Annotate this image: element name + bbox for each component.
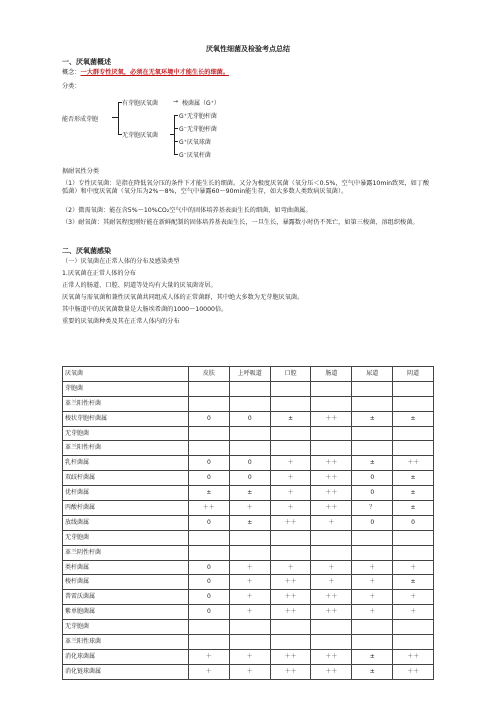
value-cell: ＋＋ (270, 575, 311, 590)
table-row (63, 396, 434, 411)
value-cell (352, 635, 393, 650)
header-cell: 尿道 (352, 367, 393, 382)
value-cell (270, 441, 311, 456)
value-cell: ± (270, 411, 311, 426)
value-cell: ± (393, 575, 434, 590)
value-cell: ± (393, 501, 434, 516)
row-label-cell: 芽胞菌 (63, 381, 189, 396)
tolerance-title: 据耐氧性分类 (62, 168, 100, 175)
value-cell (393, 620, 434, 635)
value-cell: ＋＋ (270, 605, 311, 620)
row-label-cell: 革兰阴性杆菌 (63, 545, 189, 560)
value-cell: ＋＋ (393, 664, 434, 679)
value-cell: ＋＋ (270, 590, 311, 605)
table-row (63, 590, 434, 605)
value-cell: ＋＋ (311, 486, 352, 501)
value-cell: ＋ (229, 649, 270, 664)
value-cell (393, 545, 434, 560)
paragraph-obligate: （1）专性厌氧菌：是指在降低氧分压的条件下才能生长的细菌。又分为极度厌氧菌（氧分压＜0.5%，空气中暴露10min致死，如丁酸弧菌）和中度厌氧菌（氧分压为2%～8%，空气中暴露60～90min能生存，如大多数人类致病厌氧菌）。 (62, 180, 430, 195)
table-row (63, 381, 434, 396)
table-row (63, 605, 434, 620)
value-cell: ＋＋ (311, 664, 352, 679)
value-cell (311, 381, 352, 396)
value-cell (352, 545, 393, 560)
value-cell (311, 530, 352, 545)
table-row (63, 426, 434, 441)
table-row (63, 620, 434, 635)
value-cell: ＋ (270, 456, 311, 471)
value-cell: ＋ (229, 575, 270, 590)
value-cell (189, 381, 230, 396)
value-cell: ＋ (311, 575, 352, 590)
value-cell: ＋ (229, 501, 270, 516)
value-cell (311, 620, 352, 635)
row-label-cell: 革兰阳性杆菌 (63, 396, 189, 411)
value-cell (352, 396, 393, 411)
value-cell: 0 (352, 486, 393, 501)
table-row (63, 515, 434, 530)
classification-diagram (62, 96, 322, 162)
subheading-normal: 1.厌氧菌在正常人体的分布 (62, 270, 136, 277)
value-cell: ＋ (229, 664, 270, 679)
value-cell (311, 635, 352, 650)
table-row (63, 471, 434, 486)
value-cell (189, 635, 230, 650)
row-label-cell: 放线菌属 (63, 515, 189, 530)
value-cell: ± (352, 411, 393, 426)
header-cell: 皮肤 (189, 367, 230, 382)
value-cell: 0 (189, 560, 230, 575)
row-label-cell: 梭杆菌属 (63, 575, 189, 590)
value-cell: 0 (189, 575, 230, 590)
value-cell: 0 (189, 590, 230, 605)
diagram-spore-node: 有芽胞厌氧菌 (122, 100, 159, 107)
table-row (63, 560, 434, 575)
value-cell (229, 396, 270, 411)
value-cell: ± (229, 486, 270, 501)
concept-label: 概念： (62, 69, 81, 76)
value-cell (311, 545, 352, 560)
value-cell: ＋＋ (311, 590, 352, 605)
value-cell: ＋ (393, 560, 434, 575)
value-cell: ＋＋ (270, 664, 311, 679)
row-label-cell: 紫单胞菌属 (63, 605, 189, 620)
value-cell: ＋ (270, 501, 311, 516)
value-cell: 0 (393, 515, 434, 530)
concept-line (62, 69, 434, 77)
value-cell: ＋ (229, 560, 270, 575)
row-label-cell: 优杆菌属 (63, 486, 189, 501)
value-cell (393, 396, 434, 411)
table-row (63, 501, 434, 516)
value-cell: ＋ (393, 590, 434, 605)
value-cell: ＋＋ (311, 605, 352, 620)
text-line: 其中肠道中的厌氧菌数量是大肠埃希菌的1000～10000倍。 (62, 306, 228, 313)
value-cell: ± (393, 411, 434, 426)
value-cell (229, 426, 270, 441)
value-cell: ＋ (352, 560, 393, 575)
row-label-cell: 消化球菌属 (63, 649, 189, 664)
value-cell (352, 530, 393, 545)
paragraph-microaerophilic: （2）微需氧菌：能在含5%～10%CO₂空气中的固体培养基表面生长的细菌，如弯曲菌属。 (62, 207, 312, 214)
value-cell (311, 426, 352, 441)
table-row (63, 649, 434, 664)
header-cell: 口腔 (270, 367, 311, 382)
text-line: 厌氧菌与需氧菌和兼性厌氧菌共同组成人体的正常菌群，其中绝大多数为无芽胞厌氧菌。 (62, 294, 304, 301)
value-cell: ＋＋ (311, 411, 352, 426)
value-cell (352, 620, 393, 635)
diagram-leaf: G⁻厌氧杆菌 (179, 152, 211, 159)
row-label-cell: 丙酸杆菌属 (63, 501, 189, 516)
row-label-cell: 双歧杆菌属 (63, 471, 189, 486)
value-cell: 0 (189, 411, 230, 426)
classify-label: 分类： (62, 83, 81, 90)
value-cell: 0 (352, 515, 393, 530)
arrow-icon: → (173, 98, 179, 105)
section-heading-infection: 二、厌氧菌感染 (62, 247, 111, 255)
row-label-cell: 无芽胞菌 (63, 620, 189, 635)
page-title: 厌氧性细菌及检验考点总结 (206, 45, 290, 53)
value-cell: 0 (189, 605, 230, 620)
diagram-leaf: G⁺厌氧球菌 (179, 139, 211, 146)
value-cell (229, 545, 270, 560)
value-cell: ＋ (189, 664, 230, 679)
value-cell (229, 381, 270, 396)
value-cell (189, 426, 230, 441)
value-cell: ＋＋ (311, 456, 352, 471)
value-cell (229, 530, 270, 545)
header-cell: 肠道 (311, 367, 352, 382)
diagram-nospore-node: 无芽胞厌氧菌 (122, 132, 159, 139)
value-cell (229, 441, 270, 456)
text-line: 正常人的肠道、口腔、阴道等处均有大量的厌氧菌寄居。 (62, 282, 217, 289)
value-cell: ＋ (311, 515, 352, 530)
value-cell: ＋＋ (270, 515, 311, 530)
value-cell: ＋ (270, 486, 311, 501)
value-cell (270, 381, 311, 396)
row-label-cell: 无芽胞菌 (63, 530, 189, 545)
value-cell: ± (352, 456, 393, 471)
table-row (63, 530, 434, 545)
paragraph-aerotolerant: （3）耐氧菌：其耐氧程度刚好能在新鲜配制的固体培养基表面生长，一旦生长，暴露数小时仍不死亡，如第三梭菌、溶组织梭菌。 (62, 219, 419, 226)
value-cell: 0 (229, 471, 270, 486)
value-cell: ＋＋ (311, 471, 352, 486)
table-row (63, 635, 434, 650)
value-cell: ± (352, 649, 393, 664)
table-row (63, 456, 434, 471)
value-cell (352, 426, 393, 441)
concept-definition: 一大群专性厌氧，必须在无氧环境中才能生长的细菌。 (80, 69, 230, 76)
table-row (63, 441, 434, 456)
value-cell: 0 (229, 411, 270, 426)
value-cell: ＋ (352, 575, 393, 590)
table-header-row (63, 367, 434, 382)
value-cell (270, 426, 311, 441)
value-cell: ± (393, 471, 434, 486)
value-cell (393, 426, 434, 441)
value-cell (352, 441, 393, 456)
value-cell (393, 635, 434, 650)
table-row (63, 486, 434, 501)
row-label-cell: 普雷沃菌属 (63, 590, 189, 605)
value-cell (270, 635, 311, 650)
value-cell (189, 530, 230, 545)
value-cell: ＋ (270, 560, 311, 575)
row-label-cell: 革兰阳性杆菌 (63, 441, 189, 456)
value-cell (393, 381, 434, 396)
value-cell: 0 (189, 471, 230, 486)
value-cell: ＋ (352, 605, 393, 620)
subheading-distribution: （一）厌氧菌在正常人体的分布及感染类型 (62, 258, 180, 265)
value-cell (270, 620, 311, 635)
diagram-root: 能否形成芽胞 (62, 116, 99, 123)
value-cell (311, 396, 352, 411)
row-label-cell: 梭状芽胞杆菌属 (63, 411, 189, 426)
value-cell (270, 545, 311, 560)
header-cell: 阴道 (393, 367, 434, 382)
value-cell (229, 635, 270, 650)
row-label-cell: 无芽胞菌 (63, 426, 189, 441)
value-cell: ＋ (270, 471, 311, 486)
value-cell: ± (352, 664, 393, 679)
value-cell (229, 620, 270, 635)
value-cell: ＋ (311, 560, 352, 575)
value-cell (189, 396, 230, 411)
diagram-leaf: G⁻无芽胞杆菌 (179, 126, 217, 133)
table-caption: 重要的厌氧菌种类及其在正常人体内的分布 (62, 318, 180, 325)
value-cell (311, 441, 352, 456)
value-cell (352, 381, 393, 396)
header-cell: 厌氧菌 (63, 367, 189, 382)
value-cell: ＋＋ (393, 649, 434, 664)
value-cell: 0 (189, 515, 230, 530)
value-cell: ＋＋ (393, 456, 434, 471)
value-cell: 0 (189, 456, 230, 471)
value-cell: ＋ (189, 649, 230, 664)
value-cell: 0 (229, 456, 270, 471)
value-cell: ＋ (352, 590, 393, 605)
section-heading-overview: 一、厌氧菌概述 (62, 58, 111, 66)
value-cell (270, 396, 311, 411)
value-cell: ＋ (229, 590, 270, 605)
value-cell (270, 530, 311, 545)
table-row (63, 411, 434, 426)
value-cell (393, 530, 434, 545)
row-label-cell: 类杆菌属 (63, 560, 189, 575)
diagram-leaf: G⁺无芽胞杆菌 (179, 113, 217, 120)
value-cell: ＋＋ (270, 649, 311, 664)
row-label-cell: 乳杆菌属 (63, 456, 189, 471)
table-row (63, 575, 434, 590)
value-cell: ± (189, 486, 230, 501)
table-row (63, 664, 434, 679)
value-cell: ＋ (229, 605, 270, 620)
value-cell: 0 (352, 471, 393, 486)
value-cell (189, 545, 230, 560)
anaerobe-distribution-table (62, 366, 434, 680)
header-cell: 上呼吸道 (229, 367, 270, 382)
value-cell: ＋＋ (311, 501, 352, 516)
value-cell: ？ (352, 501, 393, 516)
value-cell (393, 441, 434, 456)
value-cell: ＋＋ (311, 649, 352, 664)
value-cell: ± (393, 486, 434, 501)
value-cell: ＋ (393, 605, 434, 620)
value-cell: ＋＋ (189, 501, 230, 516)
value-cell (189, 441, 230, 456)
value-cell (189, 620, 230, 635)
diagram-spore-genus: 梭菌属（G⁺） (182, 100, 220, 107)
table-row (63, 545, 434, 560)
row-label-cell: 革兰阳性球菌 (63, 635, 189, 650)
row-label-cell: 消化链球菌属 (63, 664, 189, 679)
value-cell: ± (229, 515, 270, 530)
